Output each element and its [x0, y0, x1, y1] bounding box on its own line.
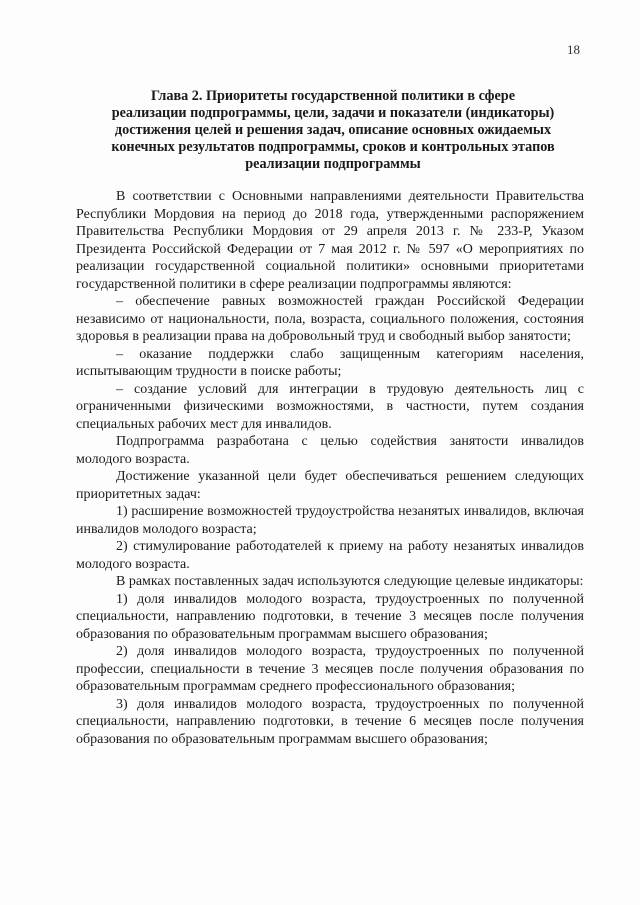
- priority-item: – оказание поддержки слабо защищенным категориям населения, испытывающим трудности в поиске работы;: [76, 346, 584, 379]
- heading-line: реализации подпрограммы: [245, 156, 421, 172]
- heading-line: реализации подпрограммы, цели, задачи и показатели (индикаторы): [111, 105, 555, 121]
- priority-item: – создание условий для интеграции в трудовую деятельность лиц с ограниченными физическими возможностями, в частности, путем создания специальных рабочих мест для инвалидов.: [76, 381, 584, 432]
- heading-line: достижения целей и решения задач, описание основных ожидаемых: [114, 122, 552, 138]
- indicator-item: 2) доля инвалидов молодого возраста, трудоустроенных по полученной профессии, специальности в течение 3 месяцев после получения образования по образовательным программам среднего профессионального образования;: [76, 644, 584, 694]
- body-text: [76, 188, 584, 748]
- paragraph-tasks-intro: Достижение указанной цели будет обеспечиваться решением следующих приоритетных задач:: [76, 469, 584, 502]
- paragraph-indicators-intro: В рамках поставленных задач используются следующие целевые индикаторы:: [116, 574, 584, 589]
- page-number: 18: [567, 42, 580, 57]
- heading-line: Глава 2. Приоритеты государственной политики в сфере: [150, 88, 515, 104]
- paragraph-goal: Подпрограмма разработана с целью содействия занятости инвалидов молодого возраста.: [76, 434, 584, 467]
- indicator-item: 1) доля инвалидов молодого возраста, трудоустроенных по полученной специальности, направлению подготовки, в течение 3 месяцев после получения образования по образовательным программам высшего образования;: [76, 591, 584, 642]
- heading-line: конечных результатов подпрограммы, сроков и контрольных этапов: [111, 139, 555, 155]
- chapter-heading: [88, 88, 578, 173]
- paragraph-intro: В соответствии с Основными направлениями деятельности Правительства Республики Мордовия на период до 2018 года, утвержденными распоряжением Правительства Республики Мордовия от 29 апреля 2013 г. № 233-Р, Указом Президента Российской Федерации от 7 мая 2012 г. № 597 «О мероприятиях по реализации государственной социальной политики» основными приоритетами государственной политики в сфере реализации подпрограммы являются:: [76, 189, 584, 292]
- indicator-item: 3) доля инвалидов молодого возраста, трудоустроенных по полученной специальности, направлению подготовки, в течение 6 месяцев после получения образования по образовательным программам высшего образования;: [76, 696, 584, 747]
- task-item: 1) расширение возможностей трудоустройства незанятых инвалидов, включая инвалидов молодого возраста;: [76, 504, 584, 537]
- priority-item: – обеспечение равных возможностей граждан Российской Федерации независимо от национальности, пола, возраста, социального положения, состояния здоровья в реализации права на добровольный труд и свободный выбор занятости;: [76, 294, 584, 344]
- task-item: 2) стимулирование работодателей к приему на работу незанятых инвалидов молодого возраста.: [76, 539, 584, 572]
